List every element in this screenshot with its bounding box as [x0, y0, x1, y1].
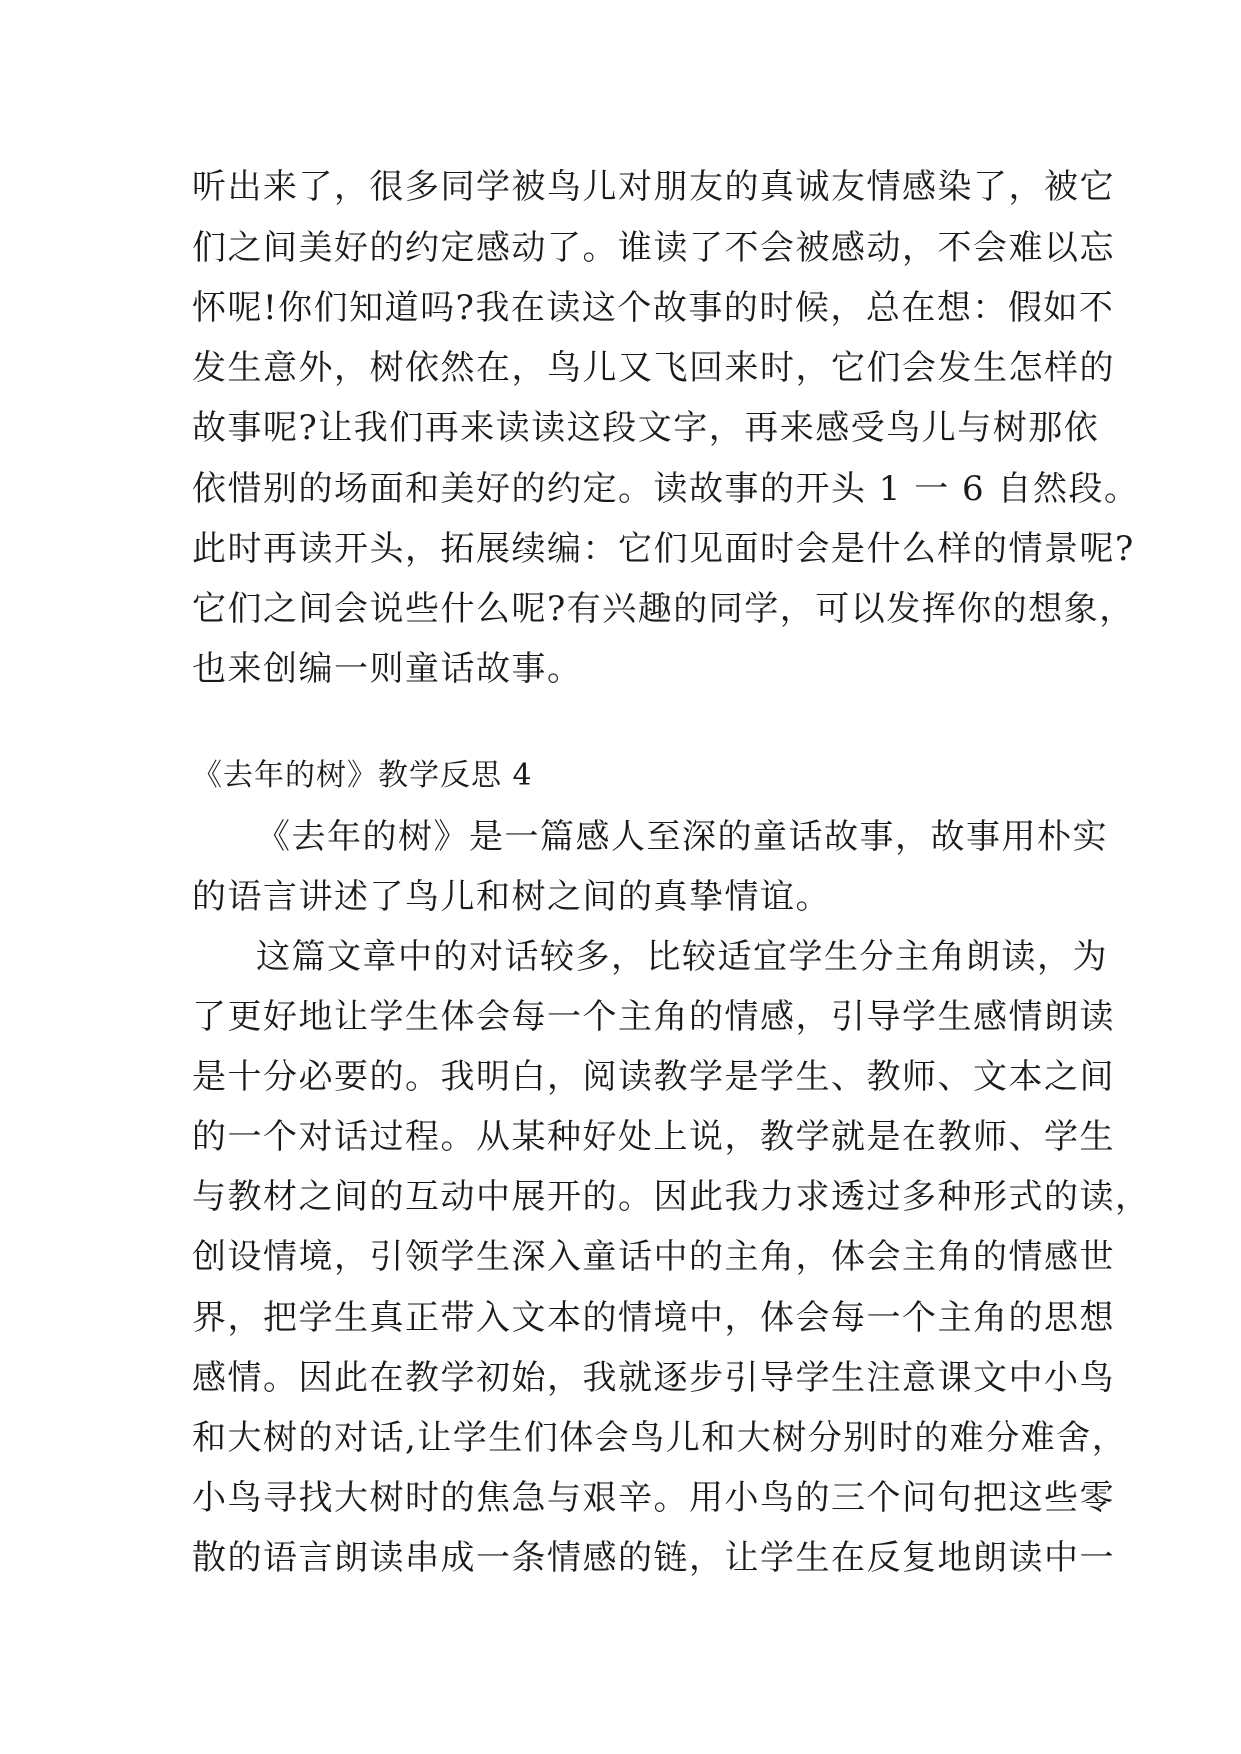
text-line: 是十分必要的。我明白，阅读教学是学生、教师、文本之间: [192, 1057, 1115, 1097]
text-line: 的语言讲述了鸟儿和树之间的真挚情谊。: [192, 877, 831, 917]
text-line: 了更好地让学生体会每一个主角的情感，引导学生感情朗读: [192, 997, 1115, 1037]
section-title: 《去年的树》教学反思 4: [192, 758, 533, 793]
text-line: 小鸟寻找大树时的焦急与艰辛。用小鸟的三个问句把这些零: [192, 1478, 1115, 1518]
text-line: 《去年的树》是一篇感人至深的童话故事，故事用朴实: [256, 817, 1108, 857]
text-line: 与教材之间的互动中展开的。因此我力求透过多种形式的读，: [192, 1177, 1151, 1217]
text-line: 依惜别的场面和美好的约定。读故事的开头 1 一 6 自然段。: [192, 469, 1140, 509]
text-line: 创设情境，引领学生深入童话中的主角，体会主角的情感世: [192, 1237, 1115, 1277]
text-line: 怀呢!你们知道吗?我在读这个故事的时候，总在想：假如不: [192, 288, 1115, 328]
text-line: 这篇文章中的对话较多，比较适宜学生分主角朗读，为: [256, 937, 1108, 977]
text-line: 此时再读开头，拓展续编：它们见面时会是什么样的情景呢?: [192, 529, 1135, 569]
text-line: 听出来了，很多同学被鸟儿对朋友的真诚友情感染了，被它: [192, 167, 1115, 207]
text-line: 也来创编一则童话故事。: [192, 649, 583, 689]
text-line: 界，把学生真正带入文本的情境中，体会每一个主角的思想: [192, 1298, 1115, 1338]
text-line: 散的语言朗读串成一条情感的链，让学生在反复地朗读中一: [192, 1538, 1115, 1578]
text-line: 感情。因此在教学初始，我就逐步引导学生注意课文中小鸟: [192, 1358, 1115, 1398]
text-line: 和大树的对话,让学生们体会鸟儿和大树分别时的难分难舍，: [192, 1418, 1128, 1458]
text-line: 的一个对话过程。从某种好处上说，教学就是在教师、学生: [192, 1117, 1115, 1157]
text-line: 们之间美好的约定感动了。谁读了不会被感动，不会难以忘: [192, 228, 1115, 268]
text-line: 发生意外，树依然在，鸟儿又飞回来时，它们会发生怎样的: [192, 348, 1115, 388]
text-line: 故事呢?让我们再来读读这段文字，再来感受鸟儿与树那依: [192, 408, 1100, 448]
text-line: 它们之间会说些什么呢?有兴趣的同学，可以发挥你的想象，: [192, 589, 1135, 629]
